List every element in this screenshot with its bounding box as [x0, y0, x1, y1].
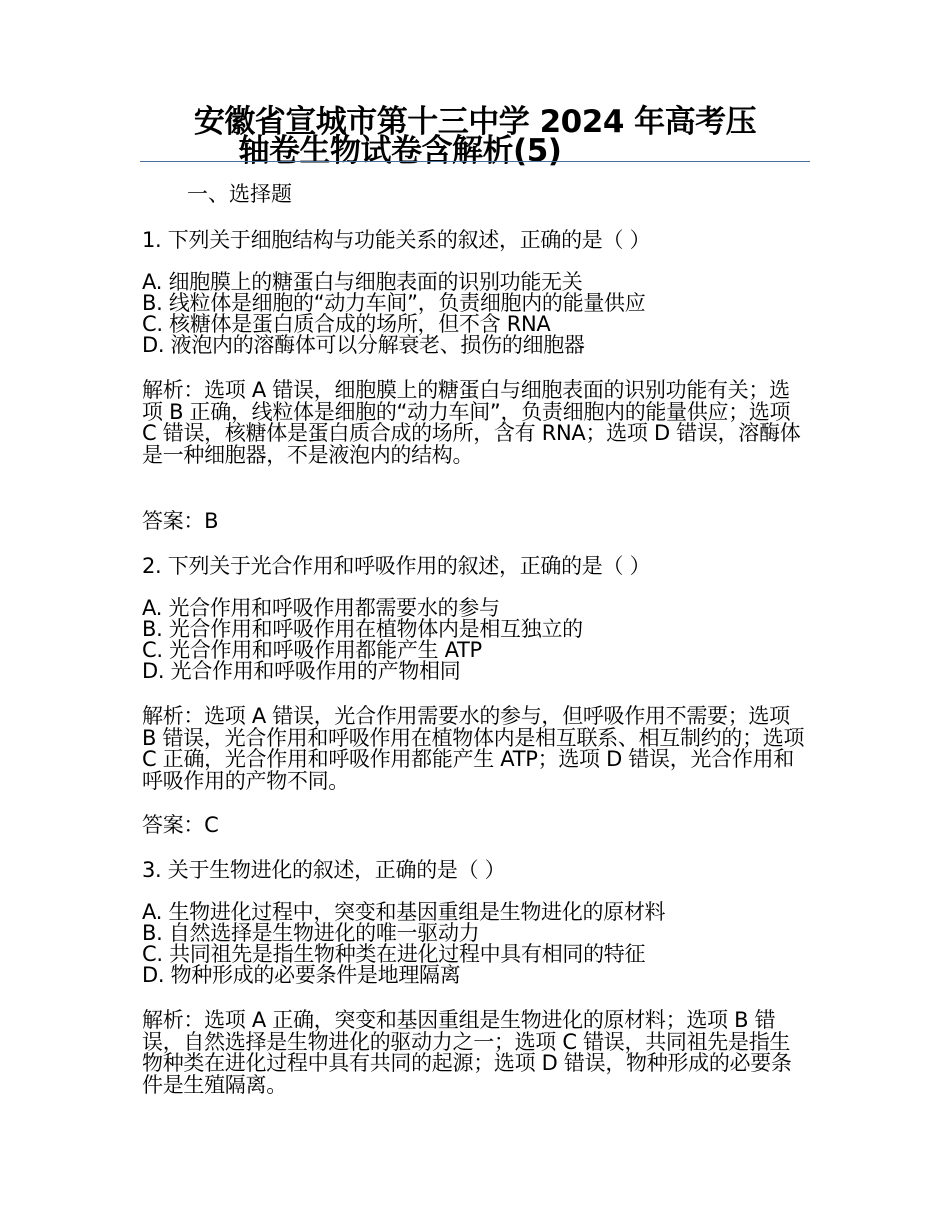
question-2-stem: 2. 下列关于光合作用和呼吸作用的叙述，正确的是（ ） [142, 554, 651, 578]
question-2-options [142, 598, 810, 682]
title-line-2: 轴卷生物试卷含解析(5) [238, 133, 562, 169]
question-3-options [142, 902, 810, 986]
question-2-option-a: A. 光合作用和呼吸作用都需要水的参与 [142, 596, 500, 620]
question-2-analysis: 解析：选项 A 错误，光合作用需要水的参与，但呼吸作用不需要；选项 B 错误，光合作用和呼吸作用在植物体内是相互联系、相互制约的；选项 C 正确，光合作用和呼吸作用都能产生 ATP；选项 D 错误，光合作用和呼吸作用的产物不同。 [142, 704, 805, 793]
question-3-option-b: B. 自然选择是生物进化的唯一驱动力 [142, 921, 480, 945]
document-title [140, 104, 810, 169]
question-1-option-d: D. 液泡内的溶酶体可以分解衰老、损伤的细胞器 [142, 333, 585, 357]
question-3-stem: 3. 关于生物进化的叙述，正确的是（ ） [142, 858, 506, 882]
question-3-analysis: 解析：选项 A 正确，突变和基因重组是生物进化的原材料；选项 B 错误，自然选择是生物进化的驱动力之一；选项 C 错误，共同祖先是指生物种类在进化过程中具有共同的起源；选项 D 错误，物种形成的必要条件是生殖隔离。 [142, 1008, 792, 1097]
question-1-option-b: B. 线粒体是细胞的“动力车间”，负责细胞内的能量供应 [142, 291, 646, 315]
question-3-option-a: A. 生物进化过程中，突变和基因重组是生物进化的原材料 [142, 900, 666, 924]
question-3-option-c: C. 共同祖先是指生物种类在进化过程中具有相同的特征 [142, 942, 646, 966]
question-1-analysis: 解析：选项 A 错误，细胞膜上的糖蛋白与细胞表面的识别功能有关；选项 B 正确，线粒体是细胞的“动力车间”，负责细胞内的能量供应；选项 C 错误，核糖体是蛋白质合成的场所，含有 RNA；选项 D 错误，溶酶体是一种细胞器，不是液泡内的结构。 [142, 378, 801, 467]
title-underline [140, 161, 810, 162]
question-1-answer: 答案：B [142, 509, 219, 533]
question-1-option-c: C. 核糖体是蛋白质合成的场所，但不含 RNA [142, 312, 551, 336]
title-line-1: 安徽省宣城市第十三中学 2024 年高考压 [193, 104, 757, 140]
question-2-answer: 答案：C [142, 813, 219, 837]
question-2-option-b: B. 光合作用和呼吸作用在植物体内是相互独立的 [142, 617, 583, 641]
section-heading: 一、选择题 [187, 182, 292, 206]
question-1-option-a: A. 细胞膜上的糖蛋白与细胞表面的识别功能无关 [142, 270, 583, 294]
question-1-stem: 1. 下列关于细胞结构与功能关系的叙述，正确的是（ ） [142, 228, 651, 252]
question-3-option-d: D. 物种形成的必要条件是地理隔离 [142, 963, 461, 987]
question-2-option-c: C. 光合作用和呼吸作用都能产生 ATP [142, 638, 482, 662]
question-2-option-d: D. 光合作用和呼吸作用的产物相同 [142, 659, 461, 683]
question-1-options [142, 272, 810, 356]
